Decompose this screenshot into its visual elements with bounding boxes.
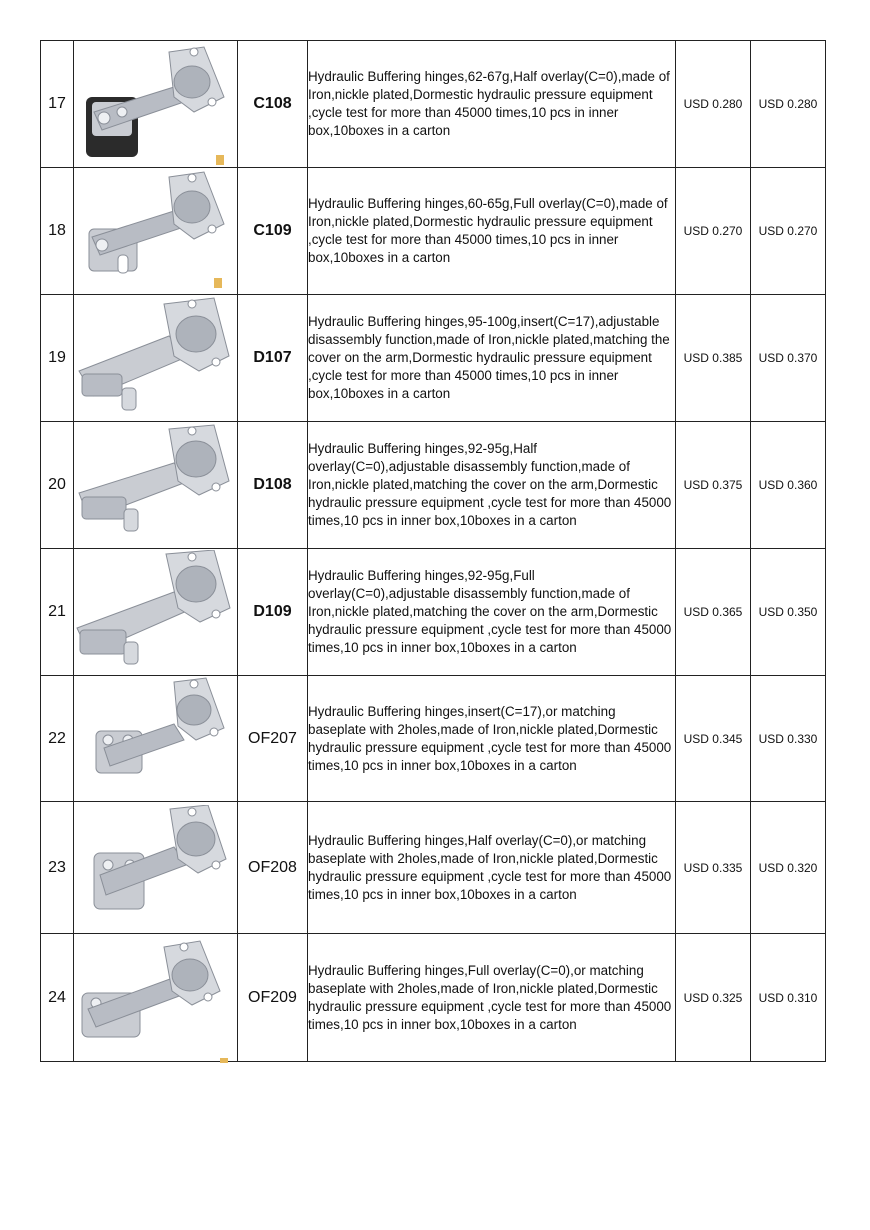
hinge-image: [74, 676, 237, 801]
price-table: [40, 40, 826, 1062]
hinge-image: [74, 935, 237, 1060]
item-number: 24: [41, 934, 74, 1062]
product-description: Hydraulic Buffering hinges,92-95g,Full overlay(C=0),adjustable disassembly function,made of Iron,nickle plated,matching the cover on the arm,Dormestic hydraulic pressure equipment ,cycle test for more than 45000 times,10 pcs in inner box,10boxes in a carton: [308, 549, 676, 676]
price-1: USD 0.270: [676, 168, 751, 295]
product-description: Hydraulic Buffering hinges,insert(C=17),or matching baseplate with 2holes,made of Iron,nickle plated,Dormestic hydraulic pressure equipment ,cycle test for more than 45000 times,10 pcs in inner box,10boxes in a carton: [308, 676, 676, 802]
color-mark: [214, 278, 222, 288]
price-1: USD 0.365: [676, 549, 751, 676]
color-mark: [220, 1058, 228, 1063]
model-code: OF209: [238, 934, 308, 1062]
item-number: 19: [41, 295, 74, 422]
product-description: Hydraulic Buffering hinges,95-100g,insert(C=17),adjustable disassembly function,made of Iron,nickle plated,matching the cover on the arm,Dormestic hydraulic pressure equipment ,cycle test for more than 45000 times,10 pcs in inner box,10boxes in a carton: [308, 295, 676, 422]
table-row: [41, 802, 826, 934]
table-row: [41, 676, 826, 802]
model-code: OF208: [238, 802, 308, 934]
product-image-cell: [74, 934, 238, 1062]
price-1: USD 0.280: [676, 41, 751, 168]
price-2: USD 0.370: [751, 295, 826, 422]
price-2: USD 0.330: [751, 676, 826, 802]
hinge-image: [74, 169, 237, 294]
price-2: USD 0.310: [751, 934, 826, 1062]
price-2: USD 0.350: [751, 549, 826, 676]
item-number: 21: [41, 549, 74, 676]
product-description: Hydraulic Buffering hinges,92-95g,Half overlay(C=0),adjustable disassembly function,made of Iron,nickle plated,matching the cover on the arm,Dormestic hydraulic pressure equipment ,cycle test for more than 45000 times,10 pcs in inner box,10boxes in a carton: [308, 422, 676, 549]
product-image-cell: [74, 549, 238, 676]
model-code: D107: [238, 295, 308, 422]
hinge-image: [74, 805, 237, 930]
price-1: USD 0.375: [676, 422, 751, 549]
product-image-cell: [74, 422, 238, 549]
table-row: [41, 295, 826, 422]
product-description: Hydraulic Buffering hinges,Full overlay(C=0),or matching baseplate with 2holes,made of Iron,nickle plated,Dormestic hydraulic pressure equipment ,cycle test for more than 45000 times,10 pcs in inner box,10boxes in a carton: [308, 934, 676, 1062]
table-row: [41, 934, 826, 1062]
product-image-cell: [74, 295, 238, 422]
hinge-image: [74, 42, 237, 167]
item-number: 22: [41, 676, 74, 802]
product-description: Hydraulic Buffering hinges,Half overlay(C=0),or matching baseplate with 2holes,made of Iron,nickle plated,Dormestic hydraulic pressure equipment ,cycle test for more than 45000 times,10 pcs in inner box,10boxes in a carton: [308, 802, 676, 934]
model-code: D109: [238, 549, 308, 676]
model-code: D108: [238, 422, 308, 549]
product-image-cell: [74, 802, 238, 934]
table-row: [41, 422, 826, 549]
price-1: USD 0.335: [676, 802, 751, 934]
item-number: 20: [41, 422, 74, 549]
model-code: C109: [238, 168, 308, 295]
price-1: USD 0.345: [676, 676, 751, 802]
price-2: USD 0.270: [751, 168, 826, 295]
product-description: Hydraulic Buffering hinges,60-65g,Full overlay(C=0),made of Iron,nickle plated,Dormestic hydraulic pressure equipment ,cycle test for more than 45000 times,10 pcs in inner box,10boxes in a carton: [308, 168, 676, 295]
price-1: USD 0.385: [676, 295, 751, 422]
item-number: 17: [41, 41, 74, 168]
model-code: C108: [238, 41, 308, 168]
table-row: [41, 168, 826, 295]
hinge-image: [74, 423, 237, 548]
price-1: USD 0.325: [676, 934, 751, 1062]
product-image-cell: [74, 168, 238, 295]
price-2: USD 0.280: [751, 41, 826, 168]
item-number: 23: [41, 802, 74, 934]
table-row: [41, 549, 826, 676]
color-mark: [216, 155, 224, 165]
table-row: [41, 41, 826, 168]
product-image-cell: [74, 41, 238, 168]
price-2: USD 0.360: [751, 422, 826, 549]
hinge-image: [74, 550, 237, 675]
product-image-cell: [74, 676, 238, 802]
model-code: OF207: [238, 676, 308, 802]
price-2: USD 0.320: [751, 802, 826, 934]
price-table-body: [41, 41, 826, 1062]
hinge-image: [74, 296, 237, 421]
product-description: Hydraulic Buffering hinges,62-67g,Half overlay(C=0),made of Iron,nickle plated,Dormestic hydraulic pressure equipment ,cycle test for more than 45000 times,10 pcs in inner box,10boxes in a carton: [308, 41, 676, 168]
item-number: 18: [41, 168, 74, 295]
